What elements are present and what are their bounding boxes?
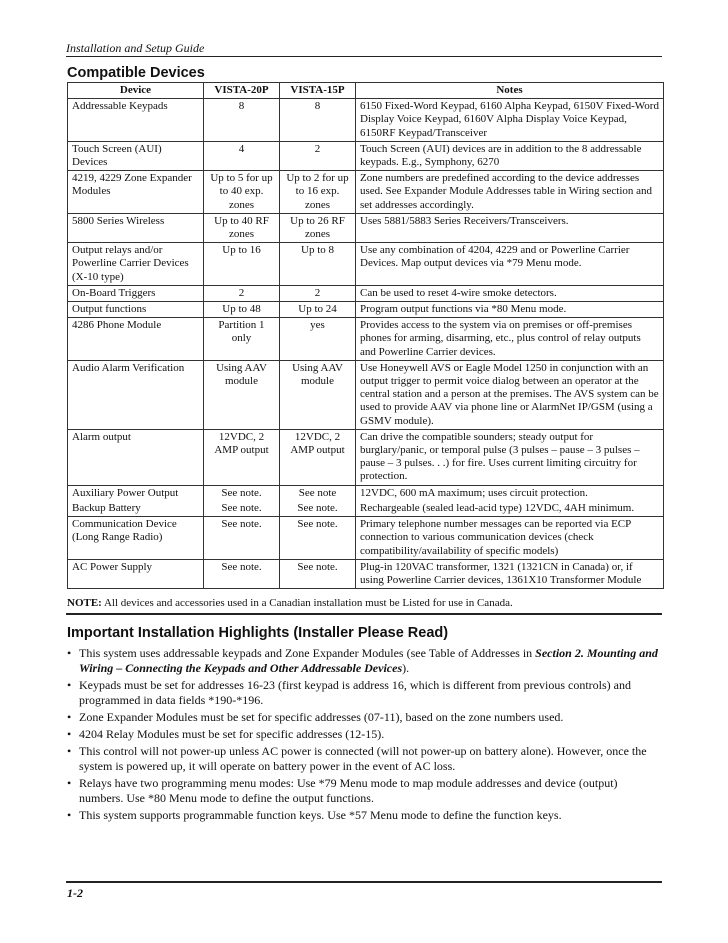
note-text: All devices and accessories used in a Canadian installation must be Listed for use in Canada. — [101, 597, 513, 609]
cell-vista-20p: Up to 40 RF zones — [204, 213, 280, 242]
list-item — [67, 808, 663, 823]
cell-notes: Can be used to reset 4-wire smoke detectors. — [356, 285, 664, 301]
table-row — [68, 99, 664, 142]
cell-vista-15p: 12VDC, 2 AMP output — [280, 429, 356, 485]
cell-device: Backup Battery — [68, 501, 204, 517]
footer-divider — [66, 881, 662, 883]
cell-vista-20p: Using AAV module — [204, 360, 280, 429]
cell-device: On-Board Triggers — [68, 285, 204, 301]
canada-note — [67, 596, 513, 610]
table-row — [68, 141, 664, 170]
cell-vista-20p: 4 — [204, 141, 280, 170]
cell-device: Output functions — [68, 302, 204, 318]
cell-device: Auxiliary Power Output — [68, 485, 204, 501]
cell-vista-20p: Up to 16 — [204, 243, 280, 286]
cell-vista-15p: Using AAV module — [280, 360, 356, 429]
table-header-row — [68, 83, 664, 99]
cell-vista-15p: 8 — [280, 99, 356, 142]
item-text: Keypads must be set for addresses 16-23 (first keypad is address 16, which is different from previous controls) and programmed in data fields *190-*196. — [79, 678, 631, 707]
cell-device: Alarm output — [68, 429, 204, 485]
table-row — [68, 517, 664, 560]
column-header-device: Device — [68, 83, 204, 99]
note-label: NOTE: — [67, 597, 102, 609]
running-header-title: Installation and Setup Guide — [66, 41, 205, 55]
section-title-compatible-devices: Compatible Devices — [67, 65, 205, 81]
item-text: 4204 Relay Modules must be set for specific addresses (12-15). — [79, 727, 385, 741]
item-text: This system supports programmable function keys. Use *57 Menu mode to define the function keys. — [79, 808, 562, 822]
section-divider — [66, 613, 662, 615]
cell-device: AC Power Supply — [68, 559, 204, 588]
column-header-notes: Notes — [356, 83, 664, 99]
cell-device: Touch Screen (AUI) Devices — [68, 141, 204, 170]
cell-notes: Use any combination of 4204, 4229 and or Powerline Carrier Devices. Map output devices via *79 Menu mode. — [356, 243, 664, 286]
cell-notes: Can drive the compatible sounders; steady output for burglary/panic, or temporal pulse (3 pulses – pause – 3 pulses – pause – 3 pulses. . .) for fire. Uses current limiting circuitry for protection. — [356, 429, 664, 485]
cell-vista-15p: Up to 8 — [280, 243, 356, 286]
cell-vista-20p: Up to 48 — [204, 302, 280, 318]
cell-device: 4286 Phone Module — [68, 318, 204, 361]
table-row — [68, 501, 664, 517]
table-row — [68, 485, 664, 501]
cell-notes: Touch Screen (AUI) devices are in addition to the 8 addressable keypads. E.g., Symphony, 6270 — [356, 141, 664, 170]
cell-device: 5800 Series Wireless — [68, 213, 204, 242]
page-number: 1-2 — [67, 886, 83, 900]
item-text: This system uses addressable keypads and Zone Expander Modules (see Table of Addresses in — [79, 646, 536, 660]
bullet-icon: • — [67, 678, 72, 692]
table-row — [68, 429, 664, 485]
cell-notes: Program output functions via *80 Menu mode. — [356, 302, 664, 318]
cell-vista-15p: 2 — [280, 141, 356, 170]
table-row — [68, 318, 664, 361]
list-item — [67, 646, 663, 676]
cell-vista-15p: yes — [280, 318, 356, 361]
cell-vista-15p: See note. — [280, 501, 356, 517]
running-header — [66, 40, 662, 57]
cell-notes: Zone numbers are predefined according to the device addresses used. See Expander Module Addresses table in Wiring section and set addresses accordingly. — [356, 171, 664, 214]
highlights-list — [67, 646, 663, 825]
cell-device: Communication Device (Long Range Radio) — [68, 517, 204, 560]
item-text-end: ). — [402, 661, 410, 675]
cell-vista-20p: 12VDC, 2 AMP output — [204, 429, 280, 485]
bullet-icon: • — [67, 808, 72, 822]
cell-notes: Plug-in 120VAC transformer, 1321 (1321CN in Canada) or, if using Powerline Carrier devices, 1361X10 Transformer Module — [356, 559, 664, 588]
cell-vista-20p: 2 — [204, 285, 280, 301]
cell-device: Output relays and/or Powerline Carrier Devices (X-10 type) — [68, 243, 204, 286]
cell-vista-20p: Partition 1 only — [204, 318, 280, 361]
cell-vista-20p: See note. — [204, 485, 280, 501]
table-row — [68, 213, 664, 242]
cell-vista-15p: See note — [280, 485, 356, 501]
cell-vista-15p: Up to 26 RF zones — [280, 213, 356, 242]
list-item — [67, 744, 663, 774]
table-row — [68, 302, 664, 318]
cell-notes: 6150 Fixed-Word Keypad, 6160 Alpha Keypad, 6150V Fixed-Word Display Voice Keypad, 6160V Alpha Display Voice Keypad, 6150RF Keypad/Transceiver — [356, 99, 664, 142]
bullet-icon: • — [67, 776, 72, 790]
cell-device: 4219, 4229 Zone Expander Modules — [68, 171, 204, 214]
cell-vista-20p: See note. — [204, 501, 280, 517]
cell-device: Audio Alarm Verification — [68, 360, 204, 429]
cell-notes: Rechargeable (sealed lead-acid type) 12VDC, 4AH minimum. — [356, 501, 664, 517]
item-text: This control will not power-up unless AC power is connected (will not power-up on battery alone). However, once the system is powered up, it will operate on battery power in the event of AC loss. — [79, 744, 647, 773]
section-title-installation-highlights: Important Installation Highlights (Installer Please Read) — [67, 625, 449, 641]
column-header-vista-15p: VISTA-15P — [280, 83, 356, 99]
bullet-icon: • — [67, 710, 72, 724]
cell-vista-20p: See note. — [204, 517, 280, 560]
cell-vista-15p: See note. — [280, 559, 356, 588]
cell-vista-15p: 2 — [280, 285, 356, 301]
table-row — [68, 360, 664, 429]
cell-notes: Primary telephone number messages can be reported via ECP connection to various communication devices (check compatibility/availability of specific models) — [356, 517, 664, 560]
cell-notes: Provides access to the system via on premises or off-premises phones for arming, disarming, etc., plus control of relay outputs and Powerline Carrier devices. — [356, 318, 664, 361]
bullet-icon: • — [67, 646, 72, 660]
cell-vista-20p: 8 — [204, 99, 280, 142]
table-row — [68, 243, 664, 286]
item-text: Relays have two programming menu modes: Use *79 Menu mode to map module addresses and device (output) numbers. Use *80 Menu mode to define the output functions. — [79, 776, 618, 805]
column-header-vista-20p: VISTA-20P — [204, 83, 280, 99]
cell-notes: 12VDC, 600 mA maximum; uses circuit protection. — [356, 485, 664, 501]
table-row — [68, 559, 664, 588]
cell-vista-15p: See note. — [280, 517, 356, 560]
list-item — [67, 678, 663, 708]
bullet-icon: • — [67, 744, 72, 758]
item-text: Zone Expander Modules must be set for specific addresses (07-11), based on the zone numbers used. — [79, 710, 564, 724]
list-item — [67, 710, 663, 725]
bullet-icon: • — [67, 727, 72, 741]
list-item — [67, 776, 663, 806]
cell-notes: Uses 5881/5883 Series Receivers/Transceivers. — [356, 213, 664, 242]
table-row — [68, 171, 664, 214]
cell-vista-15p: Up to 24 — [280, 302, 356, 318]
cell-vista-20p: Up to 5 for up to 40 exp. zones — [204, 171, 280, 214]
table-row — [68, 285, 664, 301]
cell-vista-15p: Up to 2 for up to 16 exp. zones — [280, 171, 356, 214]
list-item — [67, 727, 663, 742]
cell-device: Addressable Keypads — [68, 99, 204, 142]
compatible-devices-table — [67, 82, 664, 589]
cell-vista-20p: See note. — [204, 559, 280, 588]
item-emphasis: Section 2. Mounting and Wiring – Connecting the Keypads and Other Addressable Devices — [79, 646, 658, 675]
cell-notes: Use Honeywell AVS or Eagle Model 1250 in conjunction with an output trigger to permit voice dialog between an operator at the central station and a person at the premises. The AVS system can be used to provide AAV via phone line or AlarmNet IP/GSM (using a GSMV module). — [356, 360, 664, 429]
